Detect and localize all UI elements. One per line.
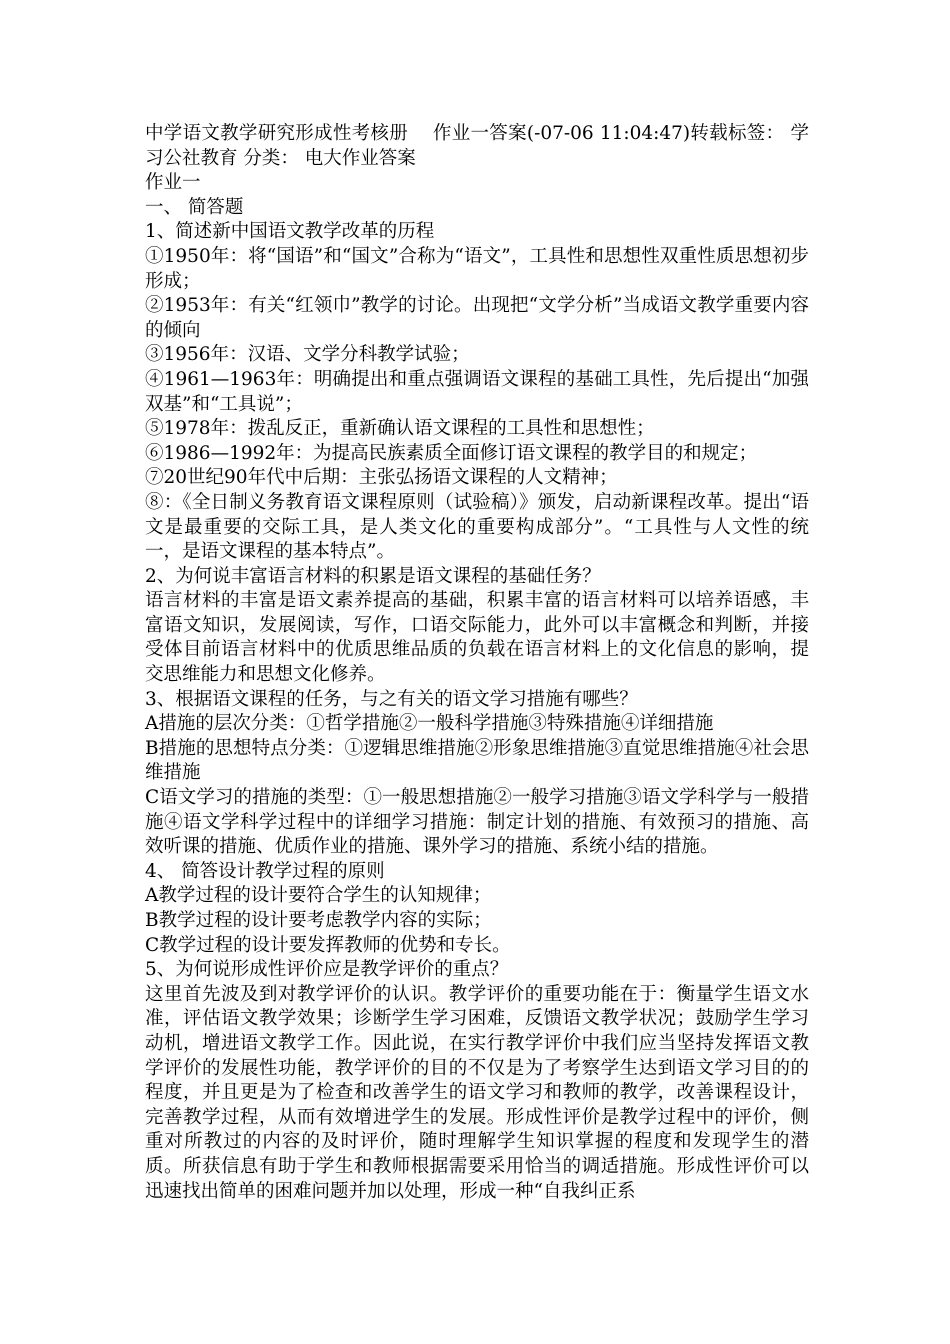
answer-line: ②1953年：有关“红领巾”教学的讨论。出现把“文学分析”当成语文教学重要内容的倾向 [145, 295, 809, 341]
answer-line: ⑦20世纪90年代中后期：主张弘扬语文课程的人文精神； [145, 467, 618, 489]
question-4: 4、 简答设计教学过程的原则 [145, 860, 385, 882]
answer-line: ⑤1978年：拨乱反正，重新确认语文课程的工具性和思想性； [145, 418, 655, 440]
question-1: 1、简述新中国语文教学改革的历程 [145, 221, 435, 243]
header-line: 中学语文教学研究形成性考核册 作业一答案(-07-06 11:04:47)转载标签： 学习公社教育 分类： 电大作业答案 [145, 123, 809, 169]
answer-line: A教学过程的设计要符合学生的认知规律； [145, 885, 492, 907]
answer-paragraph: 语言材料的丰富是语文素养提高的基础，积累丰富的语言材料可以培养语感，丰富语文知识，发展阅读，写作，口语交际能力，此外可以丰富概念和判断，并接受体目前语言材料中的优质思维品质的负载在语言材料上的文化信息的影响，提交思维能力和思想文化修养。 [145, 590, 809, 686]
answer-line: B措施的思想特点分类：①逻辑思维措施②形象思维措施③直觉思维措施④社会思维措施 [145, 737, 809, 784]
answer-paragraph: 这里首先波及到对教学评价的认识。教学评价的重要功能在于：衡量学生语文水准，评估语文教学效果；诊断学生学习困难，反馈语文教学状况；鼓励学生学习动机，增进语文教学工作。因此说，在实行教学评价中我们应当坚持发挥语文教学评价的发展性功能，教学评价的目的不仅是为了考察学生达到语文学习目的的程度，并且更是为了检查和改善学生的语文学习和教师的教学，改善课程设计，完善教学过程，从而有效增进学生的发展。形成性评价是教学过程中的评价，侧重对所教过的内容的及时评价，随时理解学生知识掌握的程度和发现学生的潜质。所获信息有助于学生和教师根据需要采用恰当的调适措施。形成性评价可以迅速找出简单的困难问题并加以处理，形成一种“自我纠正系 [145, 983, 809, 1202]
assignment-title: 作业一 [145, 172, 201, 194]
answer-line: ③1956年：汉语、文学分科教学试验； [145, 344, 470, 366]
question-5: 5、为何说形成性评价应是教学评价的重点？ [145, 959, 509, 981]
answer-line: A措施的层次分类：①哲学措施②一般科学措施③特殊措施④详细措施 [145, 713, 714, 735]
answer-line: ⑧：《全日制义务教育语文课程原则（试验稿）》颁发，启动新课程改革。提出“语文是最重要的交际工具，是人类文化的重要构成部分”。“工具性与人文性的统一，是语文课程的基本特点”。 [145, 491, 809, 563]
answer-line: ⑥1986—1992年：为提高民族素质全面修订语文课程的教学目的和规定； [145, 442, 758, 464]
answer-line: B教学过程的设计要考虑教学内容的实际； [145, 910, 492, 931]
section-title: 一、 简答题 [145, 196, 244, 218]
document-body [145, 122, 809, 1204]
answer-line: ①1950年：将“国语”和“国文”合称为“语文”，工具性和思想性双重性质思想初步形成； [145, 245, 809, 292]
question-3: 3、根据语文课程的任务，与之有关的语文学习措施有哪些？ [145, 688, 638, 710]
question-2: 2、为何说丰富语言材料的积累是语文课程的基础任务？ [145, 565, 601, 587]
answer-line: C语文学习的措施的类型：①一般思想措施②一般学习措施③语文学科学与一般措施④语文学科学过程中的详细学习措施：制定计划的措施、有效预习的措施、高效听课的措施、优质作业的措施、课外学习的措施、系统小结的措施。 [145, 787, 809, 858]
answer-line: C教学过程的设计要发挥教师的优势和专长。 [145, 934, 511, 956]
answer-line: ④1961—1963年：明确提出和重点强调语文课程的基础工具性，先后提出“加强双基”和“工具说”； [145, 368, 809, 415]
